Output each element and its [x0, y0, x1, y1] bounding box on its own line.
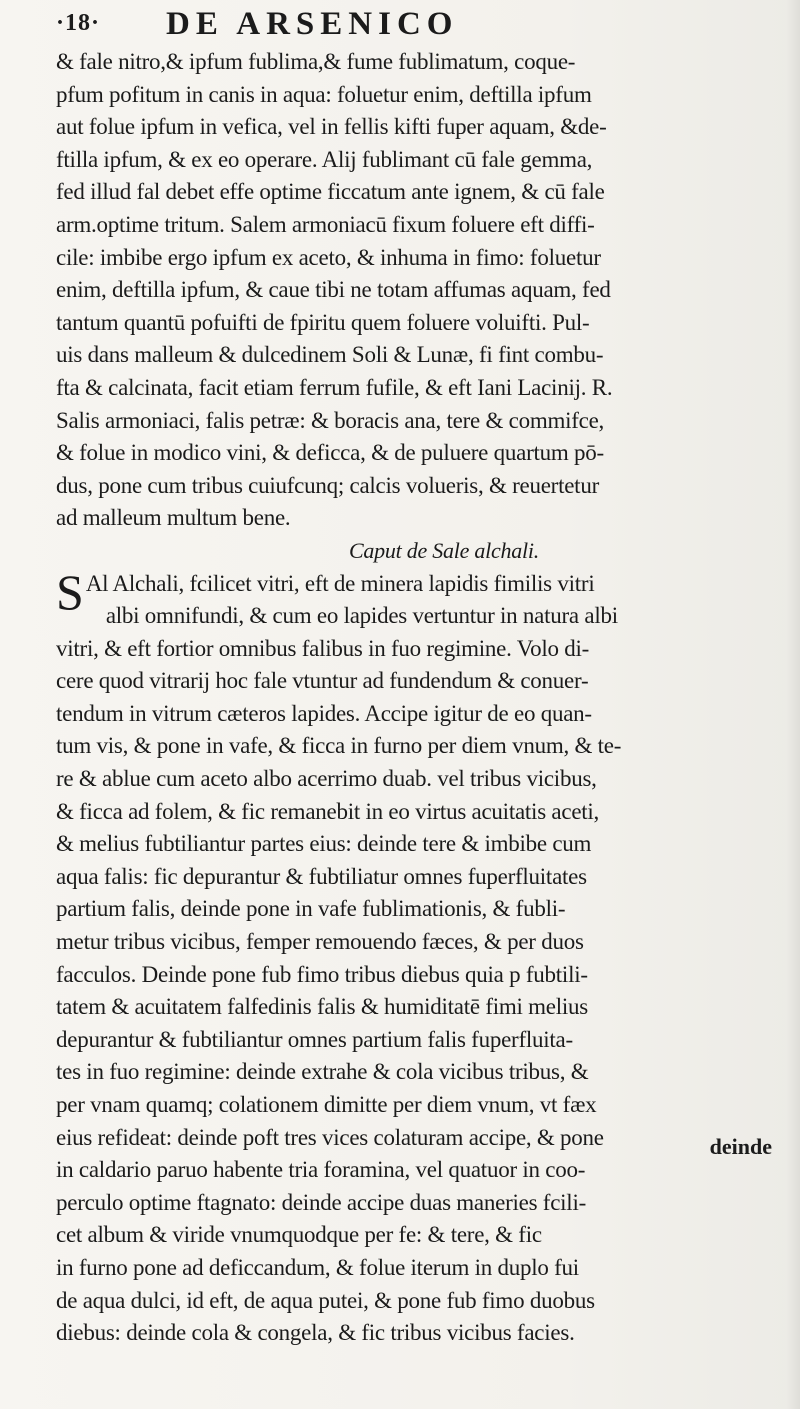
text-line: per vnam quamq; colationem dimitte per diem vnum, vt fæx: [56, 1092, 597, 1117]
text-line: enim, deftilla ipfum, & caue tibi ne totam affumas aquam, fed: [56, 277, 611, 303]
text-line: re & ablue cum aceto albo acerrimo duab. vel tribus vicibus,: [56, 766, 597, 792]
text-line: fta & calcinata, facit etiam ferrum fufile, & eft Iani Lacinij. R.: [56, 374, 613, 400]
text-line: aut folue ipfum in vefica, vel in fellis kifti fuper aquam, &de-: [56, 114, 607, 140]
text-line: tatem & acuitatem falfedinis falis & humiditatē fimi melius: [56, 994, 588, 1020]
catchword: deinde: [709, 1134, 772, 1159]
text-line: in caldario paruo habente tria foramina, vel quatuor in coo-: [56, 1157, 586, 1183]
chapter-heading: Caput de Sale alchali.: [348, 537, 540, 563]
drop-cap: S: [56, 563, 84, 620]
text-line: metur tribus vicibus, femper remouendo fæces, & per duos: [56, 929, 584, 955]
text-line: cile: imbibe ergo ipfum ex aceto, & inhuma in fimo: foluetur: [56, 244, 601, 270]
running-head: DE ARSENICO: [166, 6, 459, 42]
text-line: eius refideat: deinde poft tres vices colaturam accipe, & pone: [56, 1124, 604, 1150]
text-line: & folue in modico vini, & deficca, & de puluere quartum pō-: [56, 440, 604, 466]
text-line: aqua falis: fic depurantur & fubtiliatur omnes fuperfluitates: [56, 863, 587, 889]
page-header: [56, 4, 776, 48]
text-line: & fale nitro,& ipfum fublima,& fume fublimatum, coque-: [56, 49, 576, 74]
text-line: cere quod vitrarij hoc fale vtuntur ad fundendum & conuer-: [56, 668, 589, 694]
text-line: de aqua dulci, id eft, de aqua putei, & pone fub fimo duobus: [56, 1287, 595, 1313]
text-line: albi omnifundi, & cum eo lapides vertuntur in natura albi: [105, 603, 618, 629]
text-line: dus, pone cum tribus cuiufcunq; calcis volueris, & reuertetur: [56, 472, 599, 498]
page-edge-shadow: [786, 0, 800, 1409]
text-line: tum vis, & pone in vafe, & ficca in furno per diem vnum, & te-: [56, 733, 622, 759]
text-line: Salis armoniaci, falis petræ: & boracis ana, tere & commifce,: [56, 407, 605, 433]
text-line: cet album & viride vnumquodque per fe: & tere, & fic: [56, 1222, 542, 1248]
text-line: vitri, & eft fortior omnibus falibus in fuo regimine. Volo di-: [56, 635, 590, 661]
text-line: in furno pone ad deficcandum, & folue iterum in duplo fui: [56, 1254, 579, 1280]
text-line: tendum in vitrum cæteros lapides. Accipe igitur de eo quan-: [56, 700, 592, 726]
text-line: ad malleum multum bene.: [56, 505, 291, 531]
text-line: & ficca ad folem, & fic remanebit in eo virtus acuitatis aceti,: [56, 798, 600, 824]
text-line: & melius fubtiliantur partes eius: deinde tere & imbibe cum: [56, 831, 592, 857]
text-line: tes in fuo regimine: deinde extrahe & cola vicibus tribus, &: [56, 1059, 589, 1085]
text-line: uis dans malleum & dulcedinem Soli & Lunæ, fi fint combu-: [56, 342, 604, 368]
text-line: pfum pofitum in canis in aqua: foluetur enim, deftilla ipfum: [56, 81, 592, 107]
text-line: Al Alchali, fcilicet vitri, eft de minera lapidis fimilis vitri: [85, 570, 595, 596]
text-line: facculos. Deinde pone fub fimo tribus diebus quia p fubtili-: [56, 961, 588, 987]
body-text: [56, 46, 772, 1350]
text-line: fed illud fal debet effe optime ficcatum ante ignem, & cū fale: [56, 179, 605, 205]
text-line: ftilla ipfum, & ex eo operare. Alij fublimant cū fale gemma,: [56, 146, 593, 172]
text-line: diebus: deinde cola & congela, & fic tribus vicibus facies.: [56, 1320, 575, 1346]
text-line: partium falis, deinde pone in vafe fublimationis, & fubli-: [56, 896, 566, 922]
chapter-paragraph: [56, 563, 772, 1350]
text-line: depurantur & fubtiliantur omnes partium falis fuperfluita-: [56, 1026, 573, 1052]
page-number: ·18·: [56, 10, 101, 36]
text-line: perculo optime ftagnato: deinde accipe duas maneries fcili-: [56, 1189, 586, 1215]
text-line: tantum quantū pofuifti de fpiritu quem foluere voluifti. Pul-: [56, 309, 590, 335]
text-line: arm.optime tritum. Salem armoniacū fixum foluere eft diffi-: [56, 211, 595, 237]
